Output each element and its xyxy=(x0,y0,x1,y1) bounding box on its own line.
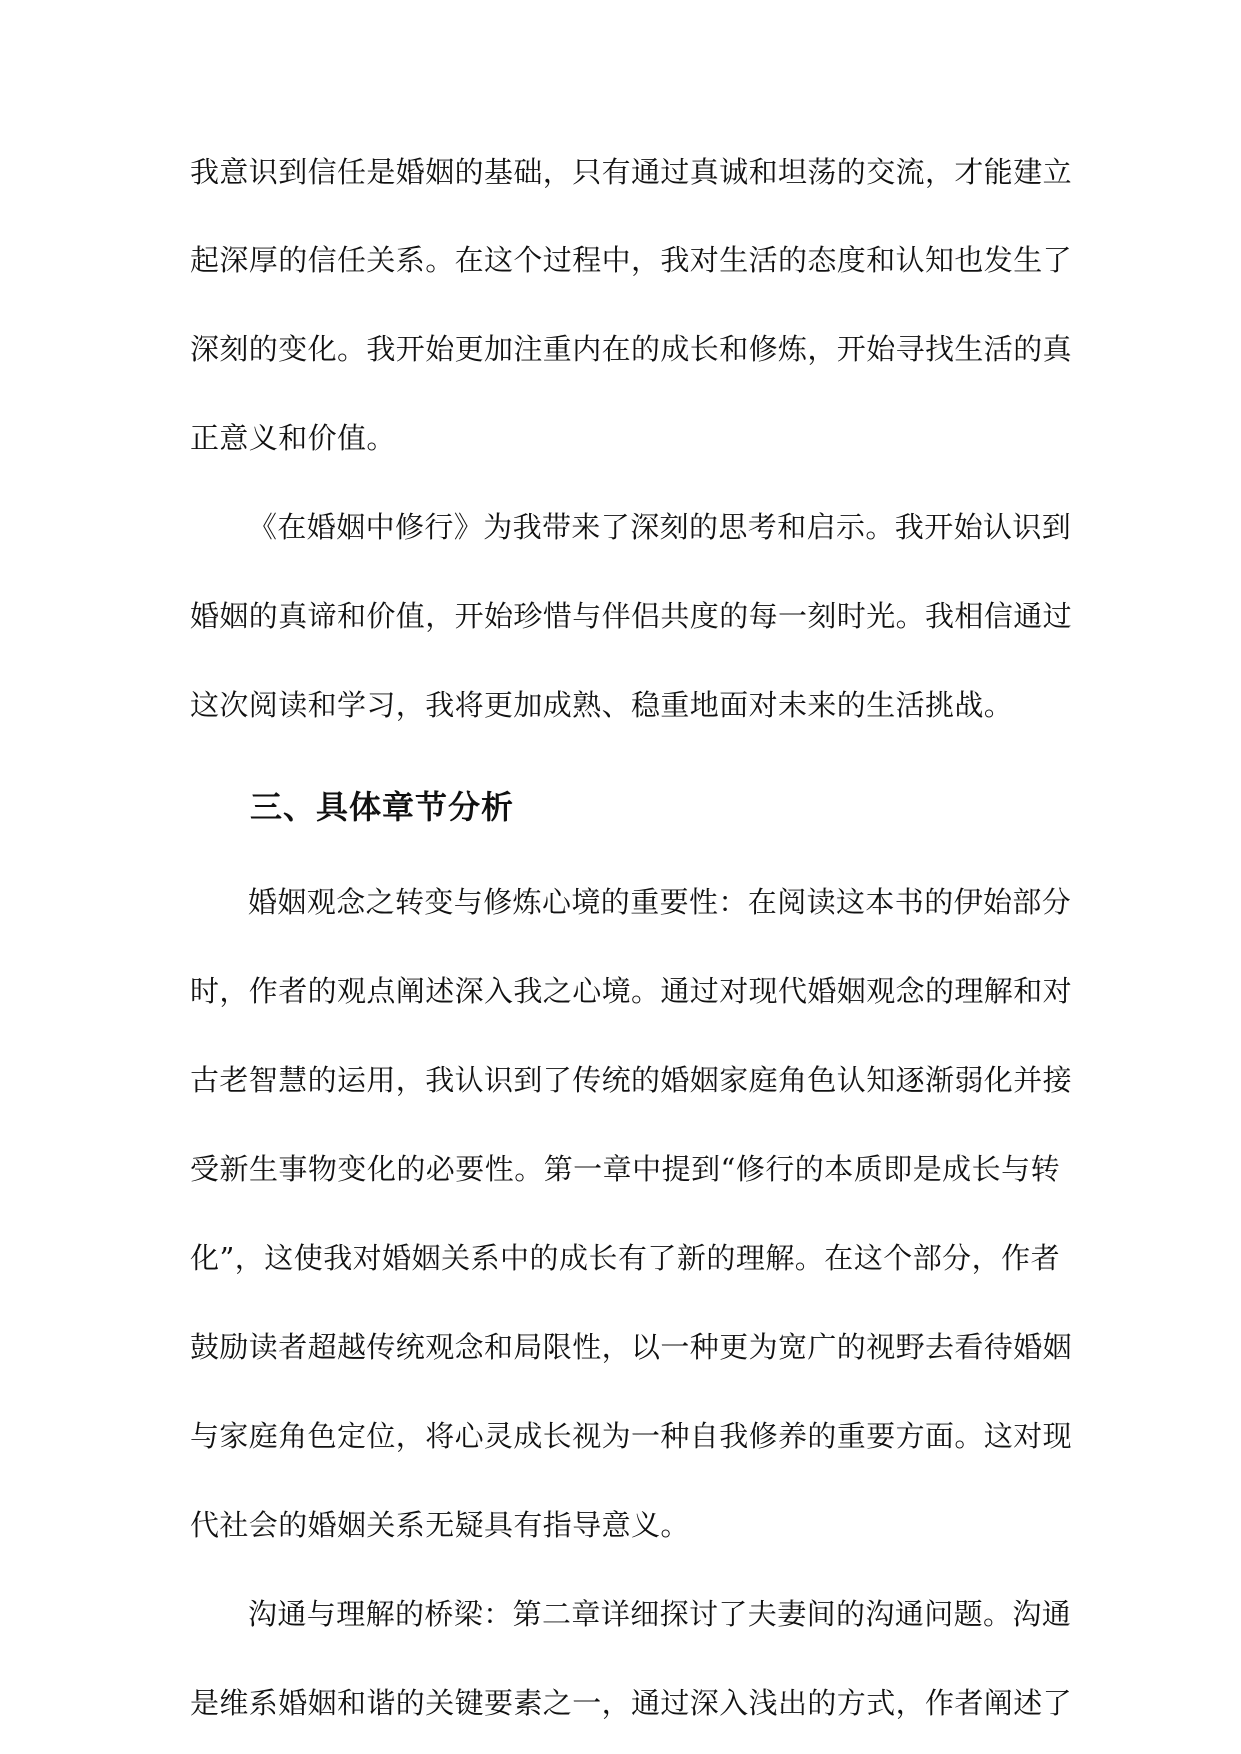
paragraph-line: 古老智慧的运用，我认识到了传统的婚姻家庭角色认知逐渐弱化并接 xyxy=(190,1063,1073,1097)
paragraph-line: 是维系婚姻和谐的关键要素之一，通过深入浅出的方式，作者阐述了 xyxy=(190,1686,1073,1720)
paragraph-line: 我意识到信任是婚姻的基础，只有通过真诚和坦荡的交流，才能建立 xyxy=(190,155,1073,189)
paragraph-line: 起深厚的信任关系。在这个过程中，我对生活的态度和认知也发生了 xyxy=(190,243,1073,277)
paragraph-line: 正意义和价值。 xyxy=(190,421,396,455)
paragraph-line: 沟通与理解的桥梁：第二章详细探讨了夫妻间的沟通问题。沟通 xyxy=(248,1597,1072,1631)
paragraph-line: 受新生事物变化的必要性。第一章中提到“修行的本质即是成长与转 xyxy=(190,1152,1060,1186)
paragraph-line: 婚姻的真谛和价值，开始珍惜与伴侣共度的每一刻时光。我相信通过 xyxy=(190,599,1073,633)
paragraph-line: 时，作者的观点阐述深入我之心境。通过对现代婚姻观念的理解和对 xyxy=(190,974,1073,1008)
paragraph-line: 与家庭角色定位，将心灵成长视为一种自我修养的重要方面。这对现 xyxy=(190,1419,1073,1453)
section-heading: 三、具体章节分析 xyxy=(250,788,515,826)
paragraph-line: 这次阅读和学习，我将更加成熟、稳重地面对未来的生活挑战。 xyxy=(190,688,1014,722)
paragraph-line: 《在婚姻中修行》为我带来了深刻的思考和启示。我开始认识到 xyxy=(248,510,1072,544)
paragraph-line: 鼓励读者超越传统观念和局限性，以一种更为宽广的视野去看待婚姻 xyxy=(190,1330,1073,1364)
paragraph-line: 婚姻观念之转变与修炼心境的重要性：在阅读这本书的伊始部分 xyxy=(248,885,1072,919)
paragraph-line: 化”，这使我对婚姻关系中的成长有了新的理解。在这个部分，作者 xyxy=(190,1241,1060,1275)
paragraph-line: 深刻的变化。我开始更加注重内在的成长和修炼，开始寻找生活的真 xyxy=(190,332,1073,366)
paragraph-line: 代社会的婚姻关系无疑具有指导意义。 xyxy=(190,1508,690,1542)
